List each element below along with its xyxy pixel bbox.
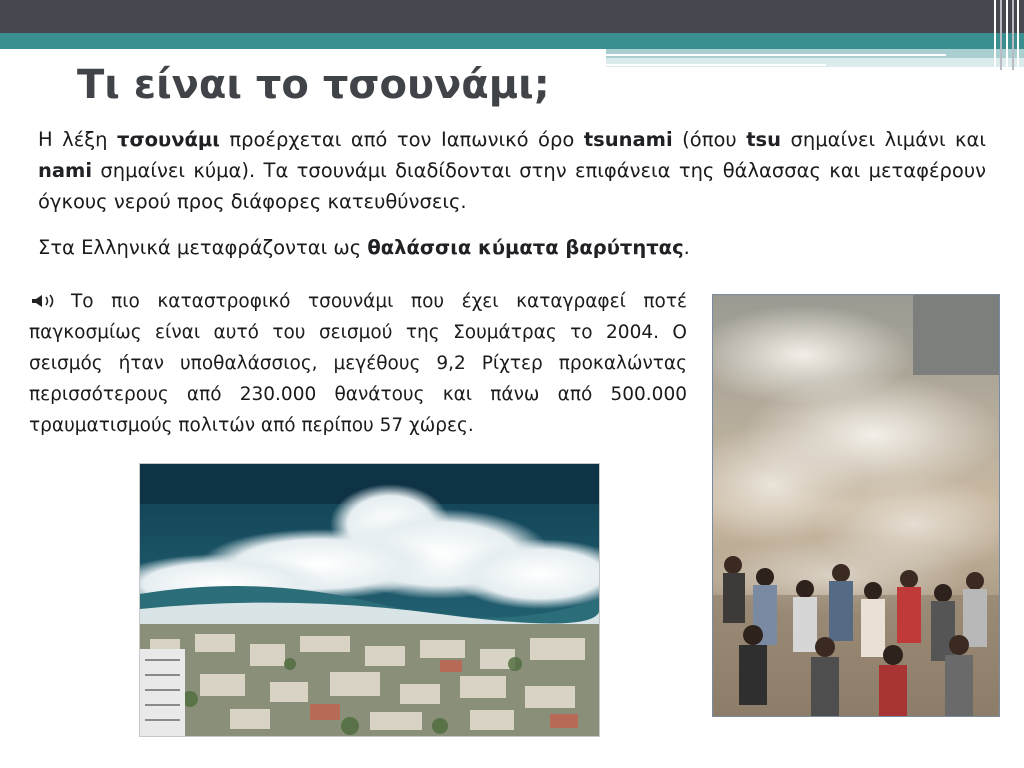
people-fleeing-wave-photo xyxy=(712,294,1000,717)
text-run: σημαίνει κύμα). Τα τσουνάμι διαδίδονται στην επιφάνεια της θάλασσας και μεταφέρουν όγκους νερού προς διάφορες κατευθύνσεις. xyxy=(38,159,986,213)
text-run: σημαίνει λιμάνι και xyxy=(781,128,987,151)
definition-paragraph xyxy=(38,124,986,217)
sumatra-paragraph xyxy=(29,286,687,441)
text-run: προέρχεται από τον Ιαπωνικό όρο xyxy=(219,128,584,151)
translation-paragraph xyxy=(38,232,986,263)
bold-term: τσουνάμι xyxy=(117,128,220,151)
bold-term: θαλάσσια κύματα βαρύτητας xyxy=(367,236,684,259)
bold-term: tsunami xyxy=(583,128,673,151)
slide-title: Τι είναι το τσουνάμι; xyxy=(77,62,550,108)
speaker-icon xyxy=(31,294,57,308)
text-run: . xyxy=(683,236,690,259)
text-run: (όπου xyxy=(672,128,747,151)
text-run: Η λέξη xyxy=(38,128,118,151)
text-run: Στα Ελληνικά μεταφράζονται ως xyxy=(38,236,368,259)
sumatra-text: Το πιο καταστροφικό τσουνάμι που έχει καταγραφεί ποτέ παγκοσμίως είναι αυτό του σεισμού της Σουμάτρας το 2004. Ο σεισμός ήταν υποθαλάσσιος, μεγέθους 9,2 Ρίχτερ προκαλώντας περισσότερους από 230.000 θανάτους και πάνω από 500.000 τραυματισμούς πολιτών από περίπου 57 χώρες. xyxy=(29,291,687,436)
bold-term: tsu xyxy=(746,128,782,151)
bold-term: nami xyxy=(38,159,93,182)
tsunami-wave-city-photo xyxy=(139,463,600,737)
